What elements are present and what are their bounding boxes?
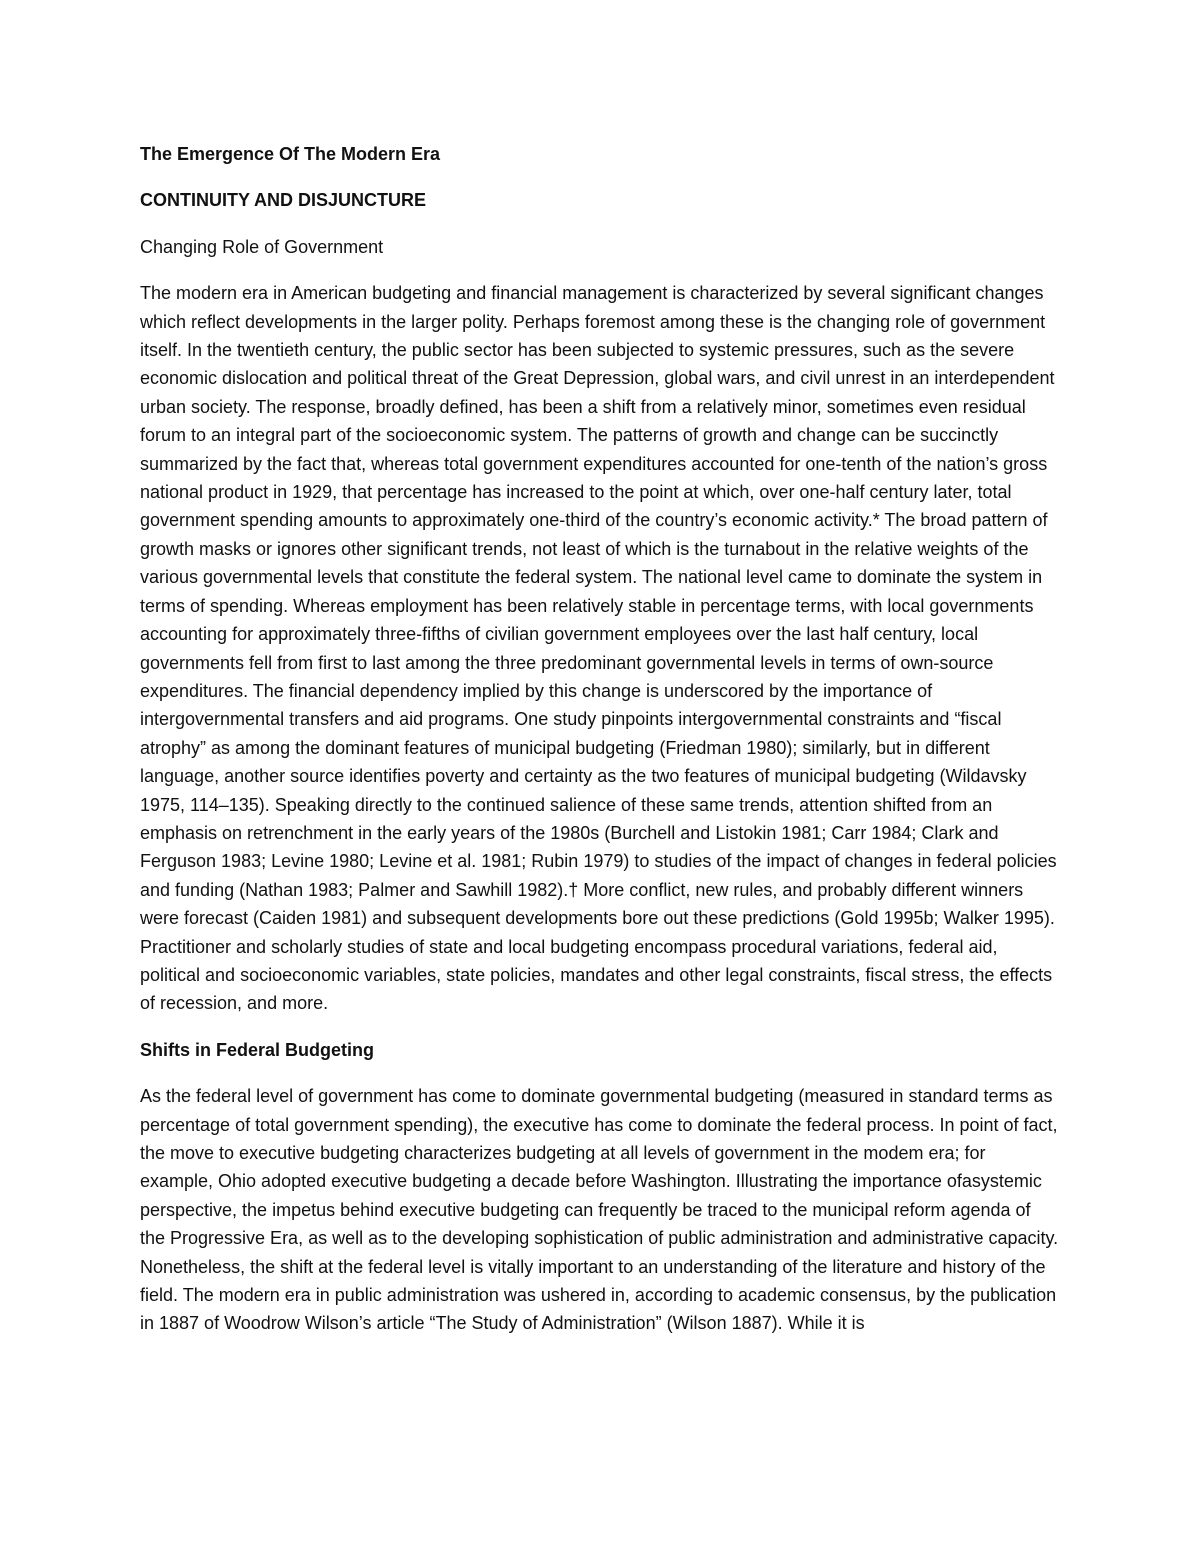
subheading-changing-role: Changing Role of Government	[140, 236, 384, 257]
subheading-federal-budgeting: Shifts in Federal Budgeting	[140, 1039, 375, 1060]
section-heading: CONTINUITY AND DISJUNCTURE	[140, 190, 427, 211]
document-title: The Emergence Of The Modern Era	[140, 144, 441, 164]
document-page	[140, 140, 1060, 1356]
paragraph-changing-role: The modern era in American budgeting and financial management is characterized by several significant changes which reflect developments in the larger polity. Perhaps foremost among these is the changing role of government itself. In the twentieth century, the public sector has been subjected to systemic pressures, such as the severe economic dislocation and political threat of the Great Depression, global wars, and civil unrest in an interdependent urban society. The response, broadly defined, has been a shift from a relatively minor, sometimes even residual forum to an integral part of the socioeconomic system. The patterns of growth and change can be succinctly summarized by the fact that, whereas total government expenditures accounted for one-tenth of the nation’s gross national product in 1929, that percentage has increased to the point at which, over one-half century later, total government spending amounts to approximately one-third of the country’s economic activity.* The broad pattern of growth masks or ignores other significant trends, not least of which is the turnabout in the relative weights of the various governmental levels that constitute the federal system. The national level came to dominate the system in terms of spending. Whereas employment has been relatively stable in percentage terms, with local governments accounting for approximately three-fifths of civilian government employees over the last half century, local governments fell from first to last among the three predominant governmental levels in terms of own-source expenditures. The financial dependency implied by this change is underscored by the importance of intergovernmental transfers and aid programs. One study pinpoints intergovernmental constraints and “fiscal atrophy” as among the dominant features of municipal budgeting (Friedman 1980); similarly, but in different language, another source identifies poverty and certainty as the two features of municipal budgeting (Wildavsky 1975, 114–135). Speaking directly to the continued salience of these same trends, attention shifted from an emphasis on retrenchment in the early years of the 1980s (Burchell and Listokin 1981; Carr 1984; Clark and Ferguson 1983; Levine 1980; Levine et al. 1981; Rubin 1979) to studies of the impact of changes in federal policies and funding (Nathan 1983; Palmer and Sawhill 1982).† More conflict, new rules, and probably different winners were forecast (Caiden 1981) and subsequent developments bore out these predictions (Gold 1995b; Walker 1995). Practitioner and scholarly studies of state and local budgeting encompass procedural variations, federal aid, political and socioeconomic variables, state policies, mandates and other legal constraints, fiscal stress, the effects of recession, and more.	[140, 283, 1057, 1014]
paragraph-federal-budgeting: As the federal level of government has come to dominate governmental budgeting (measured in standard terms as percentage of total government spending), the executive has come to dominate the federal process. In point of fact, the move to executive budgeting characterizes budgeting at all levels of government in the modem era; for example, Ohio adopted executive budgeting a decade before Washington. Illustrating the importance ofasystemic perspective, the impetus behind executive budgeting can frequently be traced to the municipal reform agenda of the Progressive Era, as well as to the developing sophistication of public administration and administrative capacity. Nonetheless, the shift at the federal level is vitally important to an understanding of the literature and history of the field. The modern era in public administration was ushered in, according to academic consensus, by the publication in 1887 of Woodrow Wilson’s article “The Study of Administration” (Wilson 1887). While it is	[140, 1086, 1059, 1334]
